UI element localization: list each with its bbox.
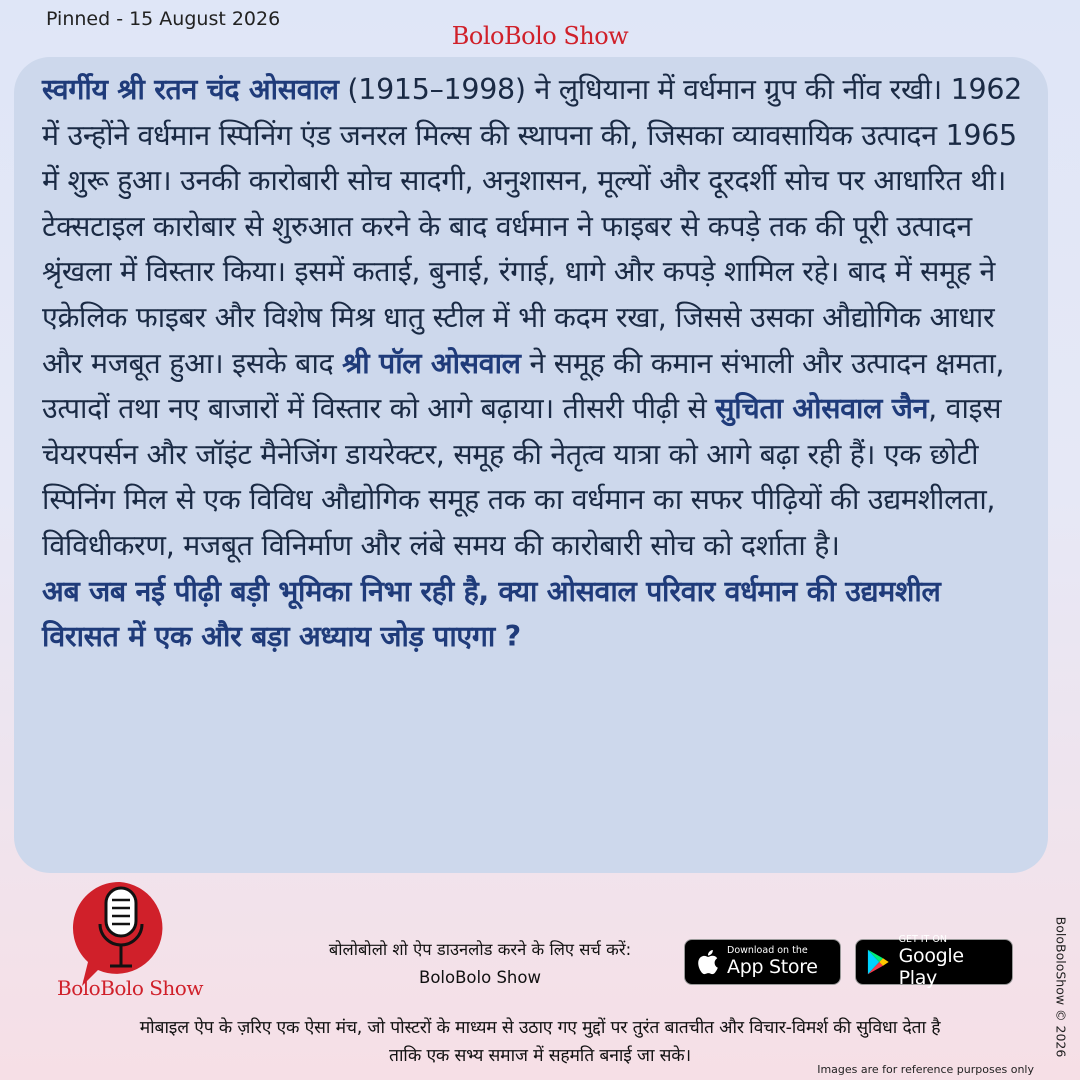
article-text-3: , वाइस चेयरपर्सन और जॉइंट मैनेजिंग डायरेक्टर, समूह की नेतृत्व यात्रा को आगे बढ़ा रही हैं। एक छोटी स्पिनिंग मिल से एक विविध औद्योगिक समूह तक का वर्धमान का सफर पीढ़ियों की उद्यमशीलता, विविधीकरण, मजबूत विनिर्माण और लंबे समय की कारोबारी सोच को दर्शाता है। xyxy=(42,392,1002,562)
second-gen-name: श्री पॉल ओसवाल xyxy=(342,346,521,380)
app-store-small-text: Download on the xyxy=(727,945,808,956)
copyright-text: BoloBoloShow © 2026 xyxy=(1053,916,1069,1058)
brand-header: BoloBolo Show xyxy=(451,22,629,50)
founder-name: स्वर्गीय श्री रतन चंद ओसवाल xyxy=(42,73,339,106)
disclaimer: Images are for reference purposes only xyxy=(817,1063,1034,1076)
article-card xyxy=(14,57,1048,873)
article-text-1: (1915–1998) ने लुधियाना में वर्धमान ग्रुप की नींव रखी। 1962 में उन्होंने वर्धमान स्पिनिंग एंड जनरल मिल्स की स्थापना की, जिसका व्यावसायिक उत्पादन 1965 में शुरू हुआ। उनकी कारोबारी सोच सादगी, अनुशासन, मूल्यों और दूरदर्शी सोच पर आधारित थी। टेक्सटाइल कारोबार से शुरुआत करने के बाद वर्धमान ने फाइबर से कपड़े तक की पूरी उत्पादन श्रृंखला में विस्तार किया। इसमें कताई, बुनाई, रंगाई, धागे और कपड़े शामिल रहे। बाद में समूह ने एक्रेलिक फाइबर और विशेष मिश्र धातु स्टील में भी कदम रखा, जिससे उसका औद्योगिक आधार और मजबूत हुआ। इसके बाद xyxy=(42,73,1022,380)
google-play-label: Google Play xyxy=(898,945,964,989)
search-hint xyxy=(290,936,670,992)
pinned-date-label: Pinned - 15 August 2026 xyxy=(46,8,281,30)
tagline-line-1: मोबाइल ऐप के ज़रिए एक ऐसा मंच, जो पोस्टरों के माध्यम से उठाए गए मुद्दों पर तुरंत बातचीत और विचार-विमर्श की सुविधा देता है xyxy=(139,1018,941,1038)
app-tagline xyxy=(20,1014,1060,1070)
logo-text: BoloBolo Show xyxy=(57,976,203,1000)
google-play-button[interactable] xyxy=(855,934,1013,989)
third-gen-name: सुचिता ओसवाल जैन xyxy=(715,392,929,426)
tagline-line-2: ताकि एक सभ्य समाज में सहमति बनाई जा सके। xyxy=(389,1046,691,1066)
apple-icon xyxy=(695,948,719,976)
closing-question: अब जब नई पीढ़ी बड़ी भूमिका निभा रही है, क्या ओसवाल परिवार वर्धमान की उद्यमशील विरासत में एक और बड़ा अध्याय जोड़ पाएगा ? xyxy=(42,574,941,654)
play-triangle-icon xyxy=(866,948,891,976)
app-store-label: App Store xyxy=(727,956,818,978)
article-body xyxy=(42,67,1022,569)
search-hint-text: बोलोबोलो शो ऐप डाउनलोड करने के लिए सर्च करें: xyxy=(328,940,632,959)
google-play-small-text: GET IT ON xyxy=(898,934,947,945)
article-text-2: ने समूह की कमान संभाली और उत्पादन क्षमता, उत्पादों तथा नए बाजारों में विस्तार को आगे बढ़ाया। तीसरी पीढ़ी से xyxy=(42,346,1005,426)
search-term: BoloBolo Show xyxy=(419,968,541,987)
app-store-button[interactable] xyxy=(684,939,841,985)
